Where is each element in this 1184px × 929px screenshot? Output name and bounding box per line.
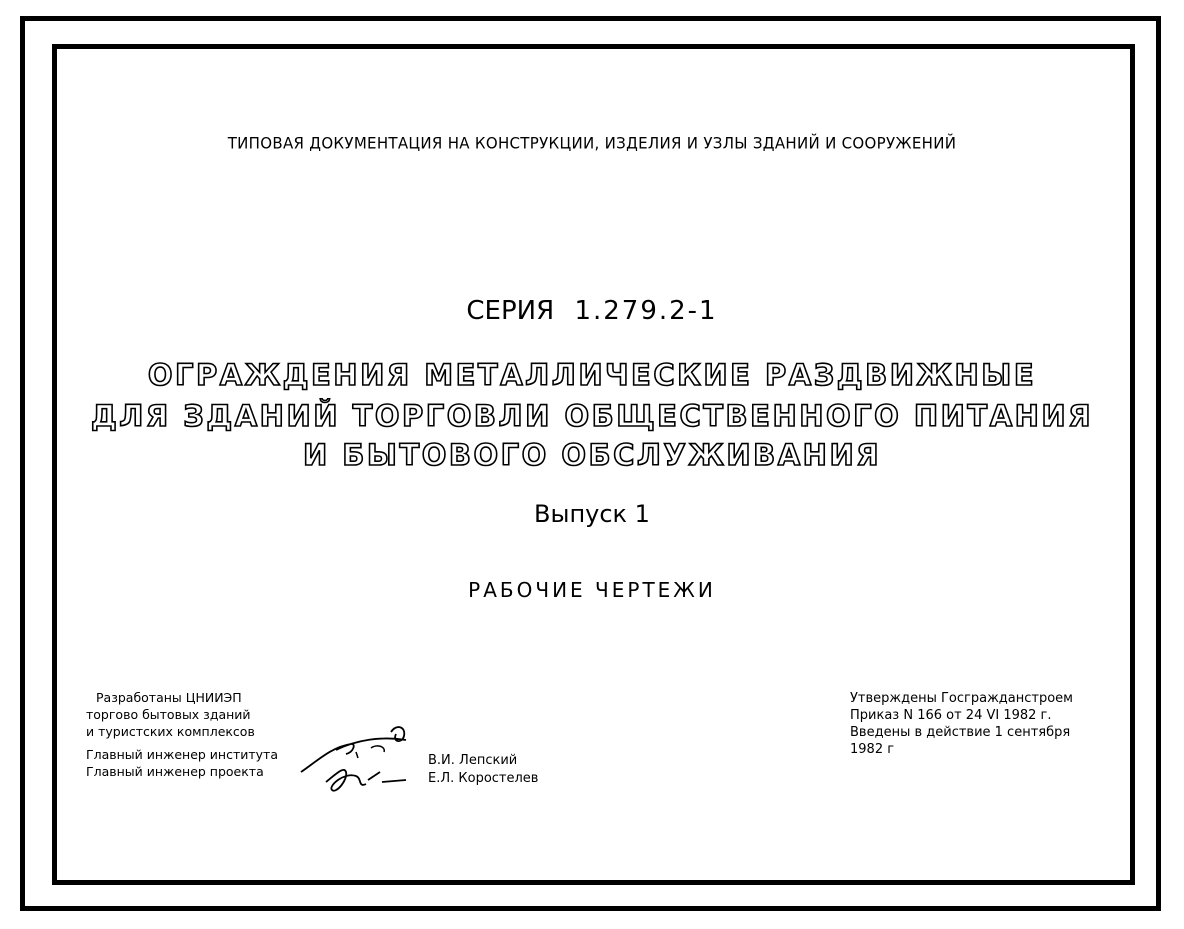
title-line-2: ДЛЯ ЗДАНИЙ ТОРГОВЛИ ОБЩЕСТВЕННОГО ПИТАНИЯ: [90, 399, 1094, 433]
developer-org-line3: и туристских комплексов: [86, 724, 255, 739]
series-label: СЕРИЯ: [466, 296, 555, 326]
title-line-3: И БЫТОВОГО ОБСЛУЖИВАНИЯ: [302, 438, 882, 472]
issue-number: Выпуск 1: [534, 500, 650, 528]
approval-line-4: 1982 г: [850, 742, 895, 757]
chief-engineer-institute-role: Главный инженер института: [86, 747, 278, 762]
developer-org-line2: торгово бытовых зданий: [86, 707, 251, 722]
approval-block: [850, 690, 1073, 758]
approval-line-2: Приказ N 166 от 24 VI 1982 г.: [850, 708, 1052, 723]
series-line: [0, 296, 1184, 326]
chief-engineer-project-role: Главный инженер проекта: [86, 764, 264, 779]
document-type: РАБОЧИЕ ЧЕРТЕЖИ: [468, 578, 716, 602]
approval-line-3: Введены в действие 1 сентября: [850, 725, 1071, 740]
signatures-image: [296, 722, 426, 804]
name-chief-engineer-project: Е.Л. Коростелев: [428, 771, 539, 786]
series-number: 1.279.2-1: [574, 296, 718, 326]
approval-line-1: Утверждены Госгражданстроем: [850, 691, 1073, 706]
title-line-1: ОГРАЖДЕНИЯ МЕТАЛЛИЧЕСКИЕ РАЗДВИЖНЫЕ: [147, 358, 1037, 392]
names-block: [428, 752, 538, 788]
document-header: ТИПОВАЯ ДОКУМЕНТАЦИЯ НА КОНСТРУКЦИИ, ИЗДЕЛИЯ И УЗЛЫ ЗДАНИЙ И СООРУЖЕНИЙ: [227, 133, 957, 153]
developer-block: [86, 689, 278, 780]
developer-org: Разработаны ЦНИИЭП: [96, 690, 242, 705]
name-chief-engineer-institute: В.И. Лепский: [428, 753, 518, 768]
